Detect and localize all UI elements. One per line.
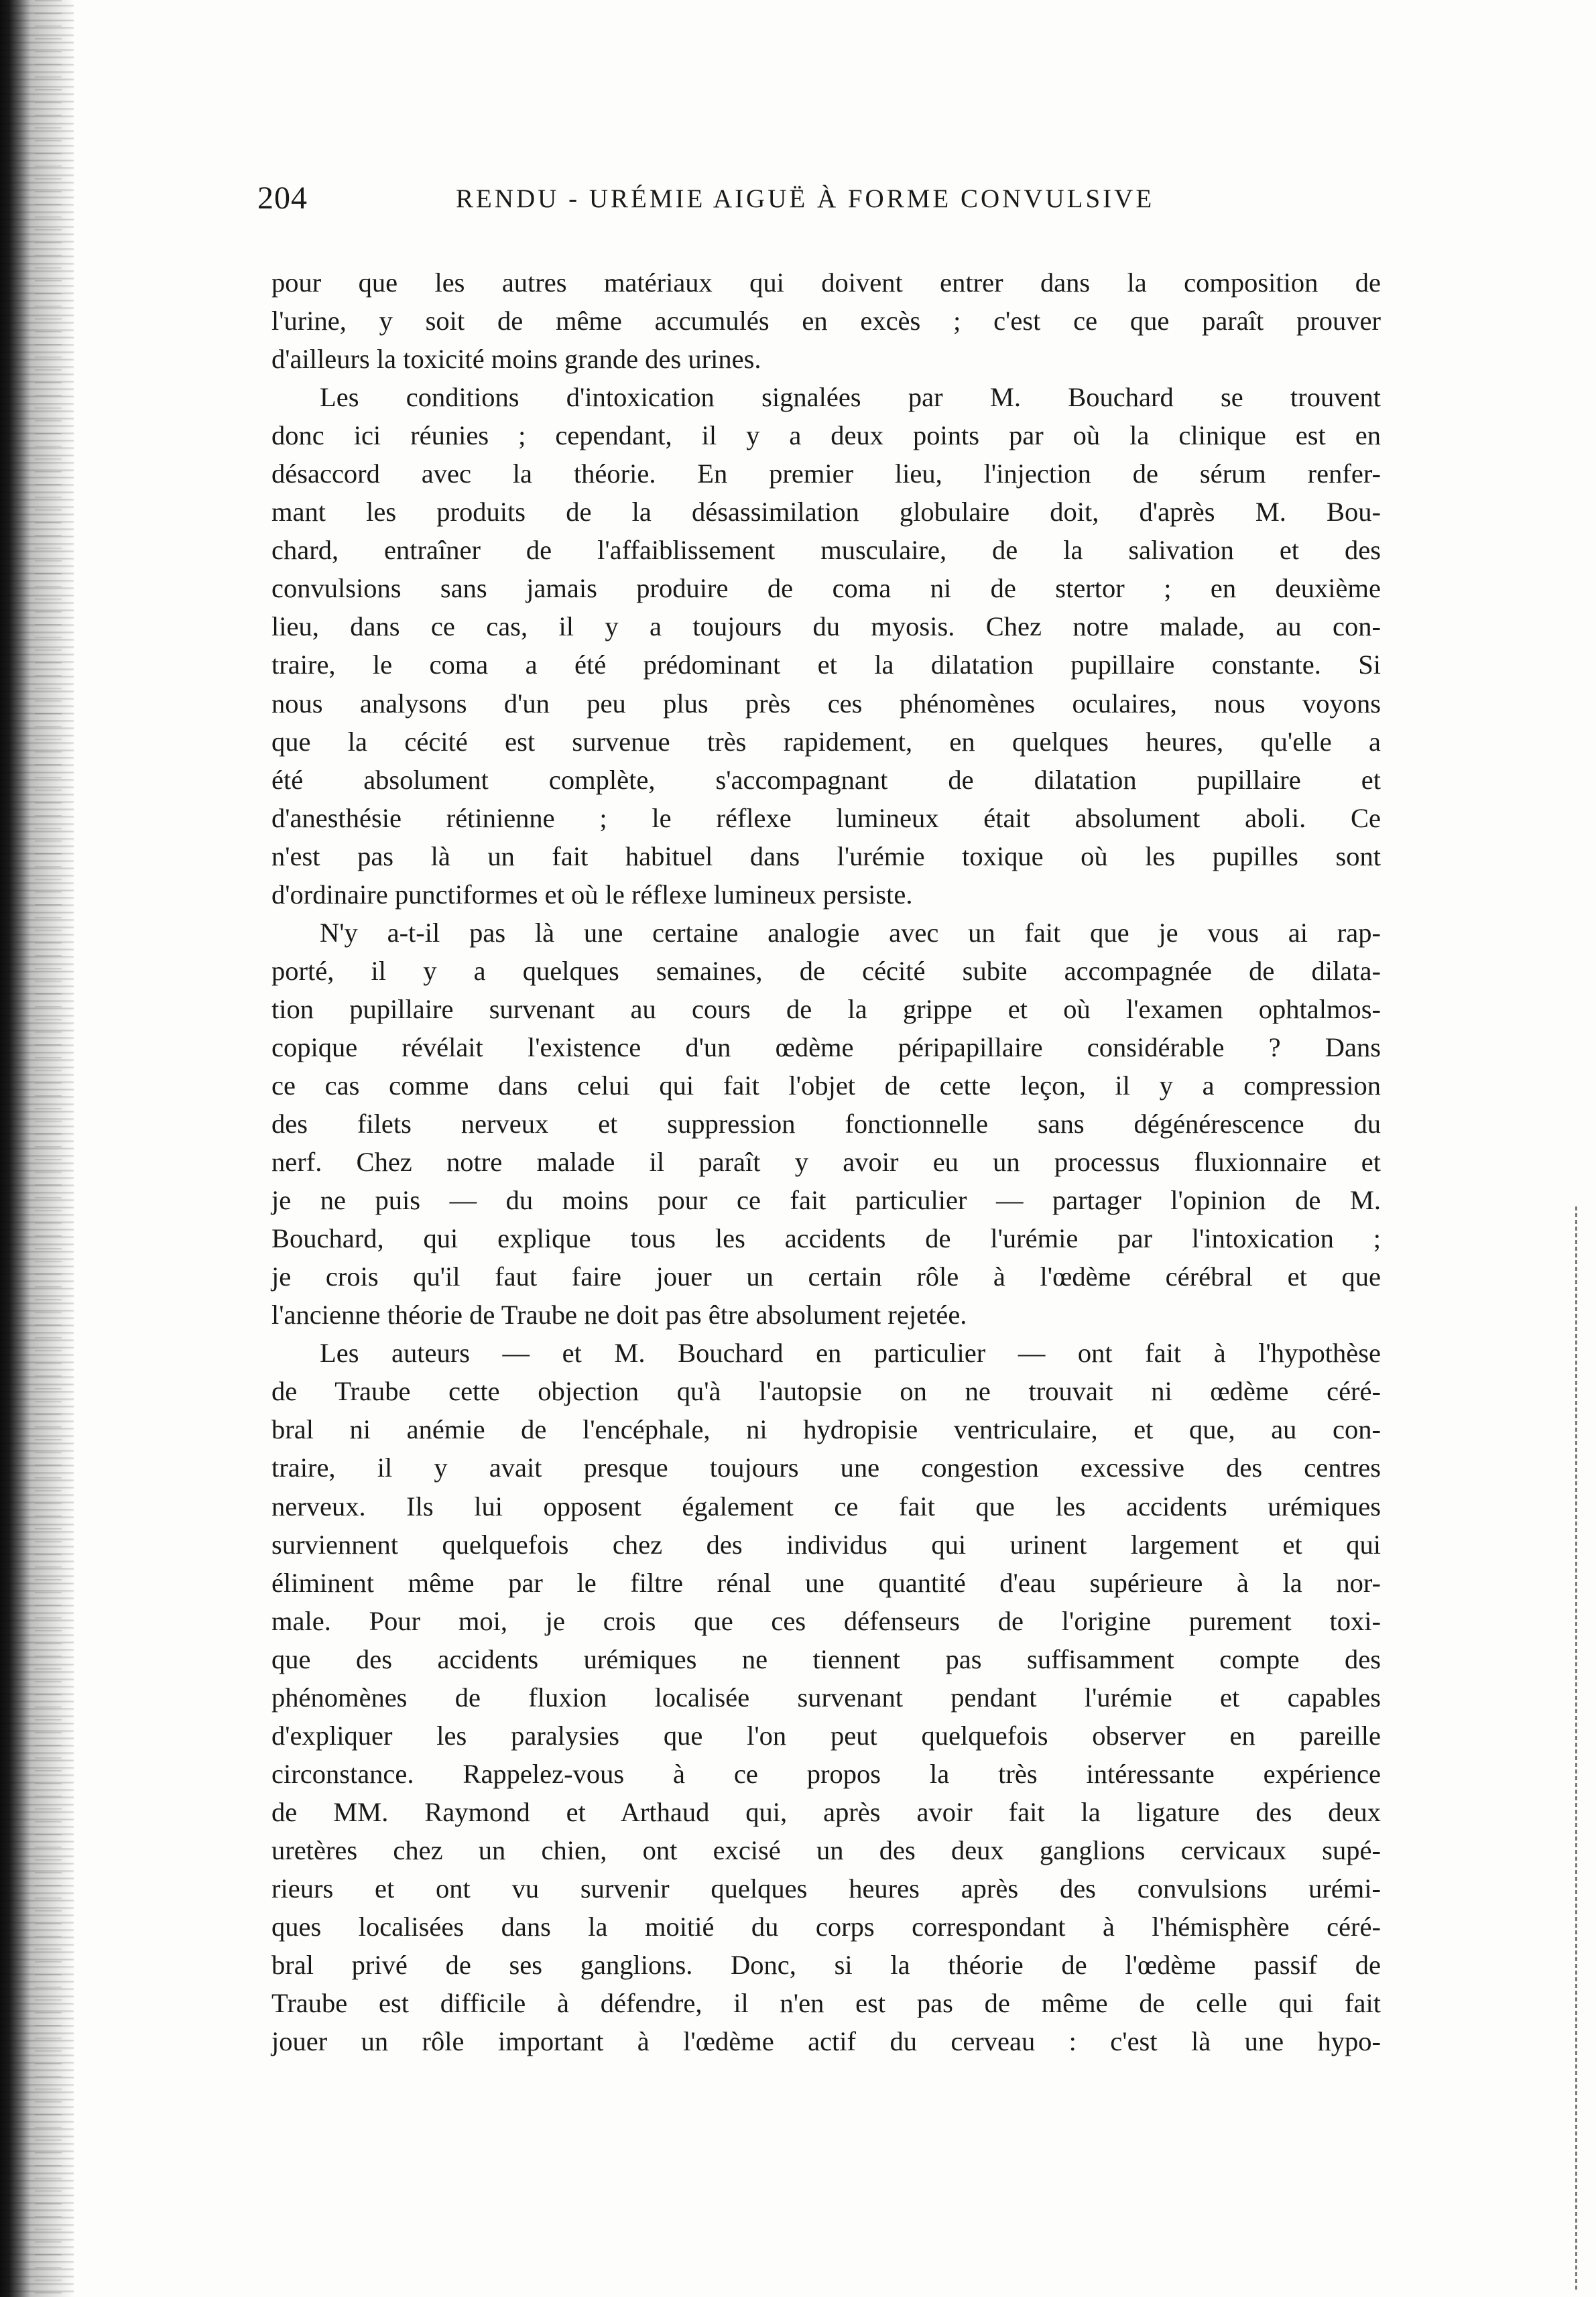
page-edge-mark [1575,1206,1577,2292]
text-line: Les conditions d'intoxication signalées par M. Bouchard se trouvent [320,382,1381,413]
text-line: je crois qu'il faut faire jouer un certain rôle à l'œdème cérébral et que [271,1261,1381,1292]
text-line: traire, il y avait presque toujours une congestion excessive des centres [271,1452,1381,1483]
text-line: Bouchard, qui explique tous les accidents de l'urémie par l'intoxication ; [271,1223,1381,1254]
text-line: n'est pas là un fait habituel dans l'urémie toxique où les pupilles sont [271,841,1381,871]
text-line: convulsions sans jamais produire de coma ni de stertor ; en deuxième [271,573,1381,604]
text-line: Traube est difficile à défendre, il n'en est pas de même de celle qui fait [271,1988,1381,2019]
text-line: pour que les autres matériaux qui doivent entrer dans la composition de [271,267,1381,298]
text-line: d'ordinaire punctiformes et où le réflexe lumineux persiste. [271,879,913,910]
body-text [271,263,1381,2060]
text-line: lieu, dans ce cas, il y a toujours du myosis. Chez notre malade, au con- [271,611,1381,642]
text-line: tion pupillaire survenant au cours de la grippe et où l'examen ophtalmos- [271,993,1381,1024]
text-line: bral privé de ses ganglions. Donc, si la théorie de l'œdème passif de [271,1950,1381,1981]
text-line: l'ancienne théorie de Traube ne doit pas être absolument rejetée. [271,1300,967,1330]
text-line: phénomènes de fluxion localisée survenant pendant l'urémie et capables [271,1682,1381,1713]
text-line: de Traube cette objection qu'à l'autopsie on ne trouvait ni œdème céré- [271,1376,1381,1407]
page-number: 204 [257,180,308,216]
text-line: chard, entraîner de l'affaiblissement musculaire, de la salivation et des [271,535,1381,566]
text-line: nerf. Chez notre malade il paraît y avoir eu un processus fluxionnaire et [271,1147,1381,1178]
text-line: éliminent même par le filtre rénal une quantité d'eau supérieure à la nor- [271,1567,1381,1598]
text-line: uretères chez un chien, ont excisé un des deux ganglions cervicaux supé- [271,1835,1381,1865]
page-header [257,180,1377,227]
text-line: d'anesthésie rétinienne ; le réflexe lumineux était absolument aboli. Ce [271,802,1381,833]
text-line: male. Pour moi, je crois que ces défenseurs de l'origine purement toxi- [271,1605,1381,1636]
text-line: l'urine, y soit de même accumulés en excès ; c'est ce que paraît prouver [271,306,1381,336]
text-line: rieurs et ont vu survenir quelques heures après des convulsions urémi- [271,1873,1381,1904]
text-line: copique révélait l'existence d'un œdème péripapillaire considérable ? Dans [271,1032,1381,1062]
text-line: Les auteurs — et M. Bouchard en particulier — ont fait à l'hypothèse [320,1338,1381,1369]
text-line: nous analysons d'un peu plus près ces phénomènes oculaires, nous voyons [271,688,1381,719]
text-line: mant les produits de la désassimilation globulaire doit, d'après M. Bou- [271,497,1381,527]
text-line: N'y a-t-il pas là une certaine analogie avec un fait que je vous ai rap- [320,917,1381,948]
text-line: des filets nerveux et suppression fonctionnelle sans dégénérescence du [271,1109,1381,1139]
text-line: d'expliquer les paralysies que l'on peut quelquefois observer en pareille [271,1720,1381,1751]
text-line: que des accidents urémiques ne tiennent pas suffisamment compte des [271,1643,1381,1674]
running-head: RENDU - URÉMIE AIGUË À FORME CONVULSIVE [456,184,1155,213]
text-line: donc ici réunies ; cependant, il y a deux points par où la clinique est en [271,420,1381,451]
text-line: de MM. Raymond et Arthaud qui, après avoir fait la ligature des deux [271,1796,1381,1827]
text-line: nerveux. Ils lui opposent également ce fait que les accidents urémiques [271,1491,1381,1522]
text-line: circonstance. Rappelez-vous à ce propos la très intéressante expérience [271,1758,1381,1789]
text-line: ques localisées dans la moitié du corps correspondant à l'hémisphère céré- [271,1912,1381,1942]
text-line: traire, le coma a été prédominant et la dilatation pupillaire constante. Si [271,649,1381,680]
text-line: porté, il y a quelques semaines, de cécité subite accompagnée de dilata- [271,955,1381,986]
text-line: ce cas comme dans celui qui fait l'objet de cette leçon, il y a compression [271,1070,1381,1101]
text-line: je ne puis — du moins pour ce fait particulier — partager l'opinion de M. [271,1185,1381,1216]
text-line: surviennent quelquefois chez des individus qui urinent largement et qui [271,1529,1381,1560]
text-line: été absolument complète, s'accompagnant de dilatation pupillaire et [271,764,1381,795]
text-line: bral ni anémie de l'encéphale, ni hydropisie ventriculaire, et que, au con- [271,1414,1381,1445]
binding-texture [35,0,62,2297]
text-line: jouer un rôle important à l'œdème actif du cerveau : c'est là une hypo- [271,2026,1381,2057]
text-line: que la cécité est survenue très rapidement, en quelques heures, qu'elle a [271,726,1381,757]
text-line: désaccord avec la théorie. En premier lieu, l'injection de sérum renfer- [271,458,1381,489]
text-line: d'ailleurs la toxicité moins grande des urines. [271,344,761,375]
